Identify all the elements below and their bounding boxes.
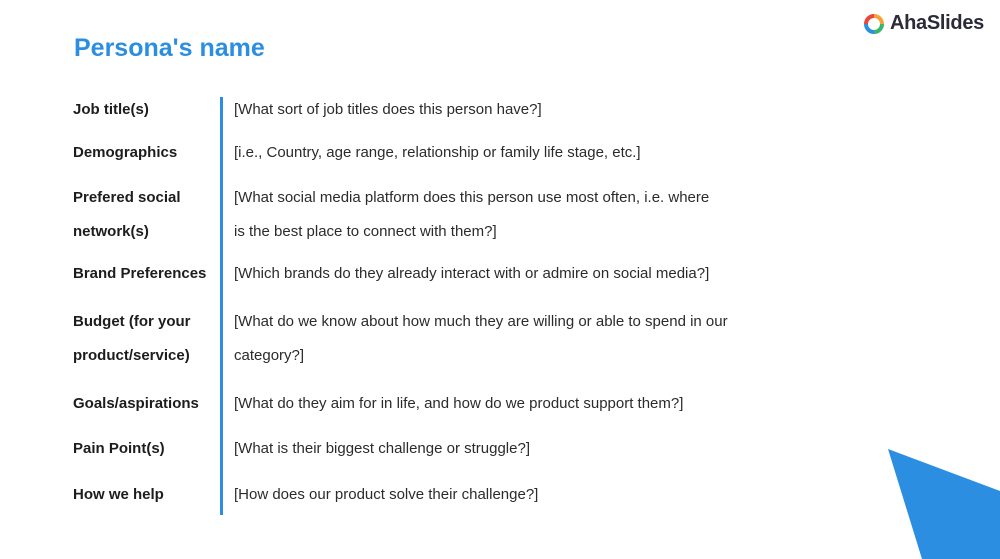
row-label: How we help: [73, 486, 164, 503]
row-label: Demographics: [73, 144, 178, 161]
persona-name-title: Persona's name: [74, 34, 265, 62]
row-label: Prefered social network(s): [73, 189, 181, 240]
vertical-divider: [220, 97, 223, 515]
row-label: Budget (for your product/service): [73, 313, 191, 364]
row-value: [What social media platform does this person use most often, i.e. where is the best place to connect with them?]: [234, 189, 710, 240]
row-value: [What do we know about how much they are willing or able to spend in our category?]: [234, 313, 728, 364]
brand-name: AhaSlides: [890, 12, 984, 34]
row-value: [i.e., Country, age range, relationship or family life stage, etc.]: [234, 144, 641, 161]
row-label: Goals/aspirations: [73, 395, 199, 412]
corner-decoration-shape: [888, 449, 1000, 559]
row-value: [What is their biggest challenge or struggle?]: [234, 440, 530, 457]
row-value: [What sort of job titles does this person have?]: [234, 101, 542, 118]
row-label: Pain Point(s): [73, 440, 165, 457]
row-value: [What do they aim for in life, and how do we product support them?]: [234, 395, 684, 412]
row-value: [Which brands do they already interact with or admire on social media?]: [234, 265, 710, 282]
brand-logo: [864, 12, 984, 35]
row-label: Job title(s): [73, 101, 149, 118]
row-value: [How does our product solve their challenge?]: [234, 486, 539, 503]
row-label: Brand Preferences: [73, 265, 207, 282]
ahaslides-logo-icon: [864, 14, 884, 34]
